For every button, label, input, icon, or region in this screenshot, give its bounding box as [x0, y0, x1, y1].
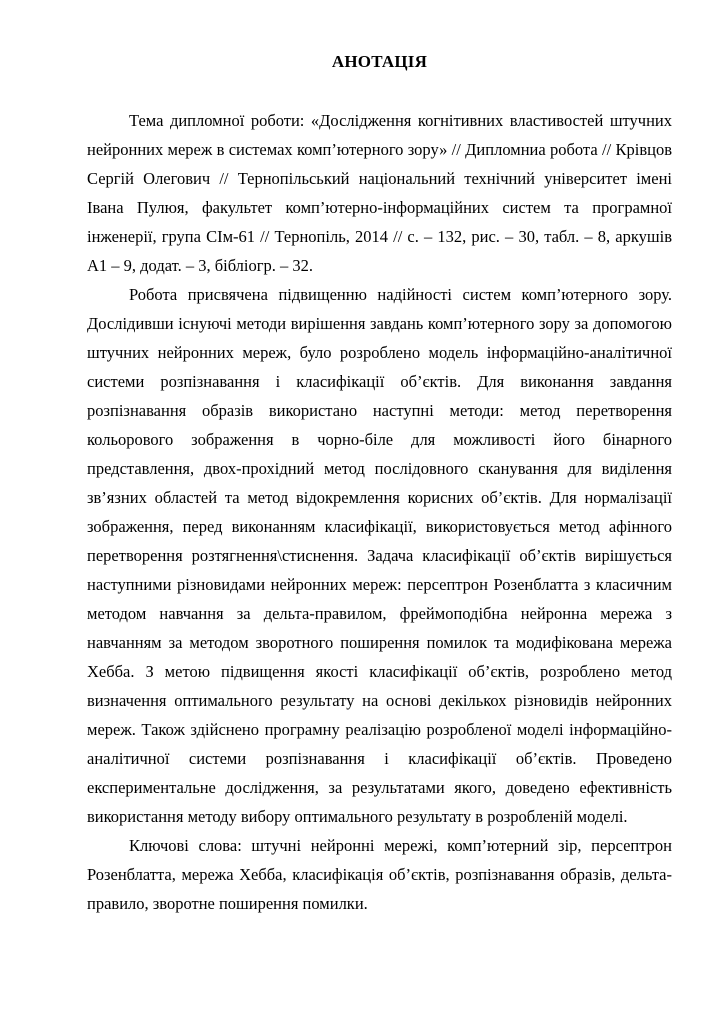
- paragraph-topic: Тема дипломної роботи: «Дослідження когнітивних властивостей штучних нейронних мереж в системах комп’ютерного зору» // Дипломниа робота // Крівцов Сергій Олегович // Тернопільський національний технічний університет імені Івана Пулюя, факультет комп’ютерно-інформаційних систем та програмної інженерії, група СІм-61 // Тернопіль, 2014 // с. – 132, рис. – 30, табл. – 8, аркушів А1 – 9, додат. – 3, бібліогр. – 32.: [87, 111, 672, 275]
- paragraph-summary: Робота присвячена підвищенню надійності систем комп’ютерного зору. Дослідивши існуючі методи вирішення завдань комп’ютерного зору за допомогою штучних нейронних мереж, було розроблено модель інформаційно-аналітичної системи розпізнавання і класифікації об’єктів. Для виконання завдання розпізнавання образів використано наступні методи: метод перетворення кольорового зображення в чорно-біле для можливості його бінарного представлення, двох-прохідний метод послідовного сканування для виділення зв’язних областей та метод відокремлення корисних об’єктів. Для нормалізації зображення, перед виконанням класифікації, використовується метод афінного перетворення розтягнення\стиснення. Задача класифікації об’єктів вирішується наступними різновидами нейронних мереж: персептрон Розенблатта з класичним методом навчання за дельта-правилом, фреймоподібна нейронна мережа з навчанням за методом зворотного поширення помилок та модифікована мережа Хебба. З метою підвищення якості класифікації об’єктів, розроблено метод визначення оптимального результату на основі декількох різновидів нейронних мереж. Також здійснено програмну реалізацію розробленої моделі інформаційно-аналітичної системи розпізнавання і класифікації об’єктів. Проведено експериментальне дослідження, за результатами якого, доведено ефективність використання методу вибору оптимального результату в розробленій моделі.: [87, 285, 672, 826]
- document-title: АНОТАЦІЯ: [331, 52, 428, 71]
- document-body: [87, 106, 672, 918]
- paragraph-keywords: Ключові слова: штучні нейронні мережі, комп’ютерний зір, персептрон Розенблатта, мережа Хебба, класифікація об’єктів, розпізнавання образів, дельта-правило, зворотне поширення помилки.: [87, 836, 672, 913]
